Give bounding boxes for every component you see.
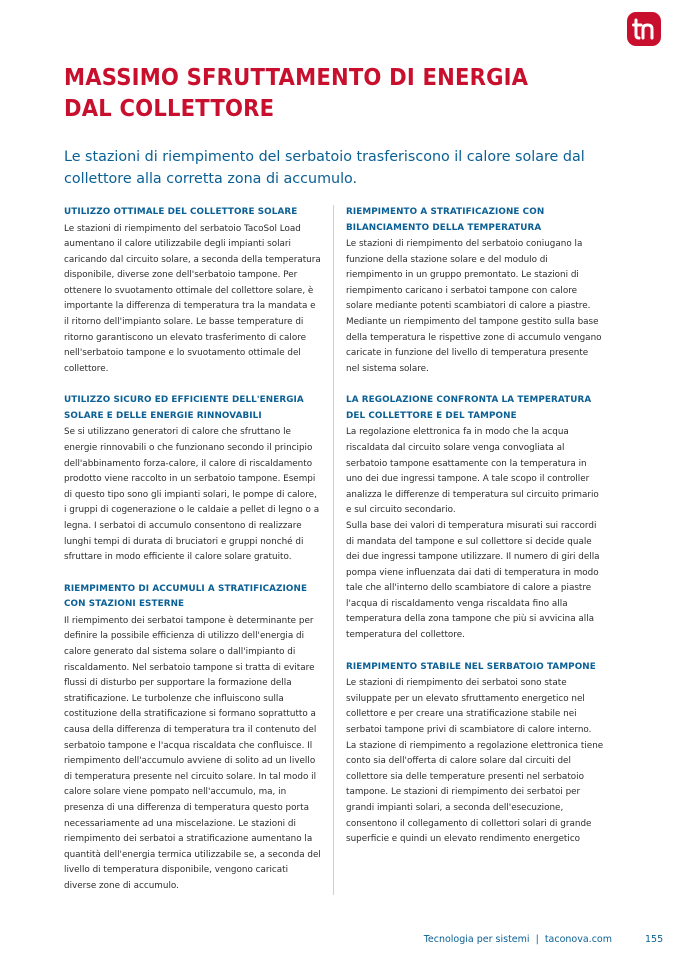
section-body: Le stazioni di riempimento del serbatoio coniugano la funzione della stazione solare e del modulo di riempimento in un gruppo premontato. Le stazioni di riempimento caricano i serbatoi tampone con calore solare mediante potenti scambiatori di calore a piastre. Mediante un riempimento del tampone gestito sulla base della temperatura le rispettive zone di accumulo vengano caricate in funzione del livello di temperatura presente nel sistema solare.	[346, 239, 602, 374]
section-regolazione	[346, 393, 604, 643]
section-heading: UTILIZZO SICURO ED EFFICIENTE DELL'ENERGIA SOLARE E DELLE ENERGIE RINNOVABILI	[64, 395, 304, 421]
column-divider	[333, 205, 334, 895]
section-heading: RIEMPIMENTO DI ACCUMULI A STRATIFICAZIONE CON STAZIONI ESTERNE	[64, 583, 308, 610]
page-footer	[0, 933, 678, 949]
page-subtitle: Le stazioni di riempimento del serbatoio trasferiscono il calore solare dal collettore alla corretta zona di accumulo.	[64, 149, 585, 187]
page-number: 155	[645, 934, 664, 945]
section-body: Se si utilizzano generatori di calore che sfruttano le energie rinnovabili o che funzionano secondo il principio dell'abbinamento forza-calore, il calore di riscaldamento prodotto viene raccolto in un serbatoio tampone. Esempi di questo tipo sono gli impianti solari, le pompe di calore, i gruppi di cogenerazione o le caldaie a pellet di legno o a legna. I serbatoi di accumulo consentono di realizzare lunghi tempi di durata di bruciatori e gruppi nonché di sfruttare in modo efficiente il calore solare gratuito.	[64, 427, 320, 563]
section-heading: UTILIZZO OTTIMALE DEL COLLETTORE SOLARE	[64, 207, 298, 217]
section-heading: RIEMPIMENTO A STRATIFICAZIONE CON BILANCIAMENTO DELLA TEMPERATURA	[346, 207, 545, 233]
page-title: MASSIMO SFRUTTAMENTO DI ENERGIA DAL COLLETTORE	[64, 63, 529, 122]
section-body: Le stazioni di riempimento del serbatoio TacoSol Load aumentano il calore utilizzabile degli impianti solari caricando dal circuito solare, a seconda della temperatura disponibile, diverse zone dell'serbatoio tampone. Per ottenere lo svuotamento ottimale del collettore solare, è importante la differenza di temperatura tra la mandata e il ritorno dell'impianto solare. Le basse temperature di ritorno garantiscono un elevato trasferimento di calore nell'serbatoio tampone e lo svuotamento ottimale del collettore.	[64, 223, 321, 374]
tn-logo-mark	[632, 18, 656, 40]
section-bilanciamento-temperatura	[346, 205, 604, 377]
section-stazioni-esterne	[64, 582, 322, 895]
section-body: Il riempimento dei serbatoi tampone è determinante per definire la possibile efficienza di utilizzo dell'energia di calore generato dal sistema solare o dall'impianto di riscaldamento. Nel serbatoio tampone si tratta di evitare flussi di disturbo per supportare la formazione della stratificazione. Le turbolenze che influiscono sulla costituzione della stratificazione si formano soprattutto a causa della differenza di temperatura tra il contenuto del serbatoio tampone e l'acqua riscaldata che confluisce. Il riempimento dell'accumulo avviene di solito ad un livello di temperatura presente nel circuito solare. In tal modo il calore solare viene pompato nell'accumulo, ma, in presenza di una differenza di temperatura questo porta necessariamente ad una miscelazione. Le stazioni di riempimento dei serbatoi a stratificazione aumentano la quantità dell'energia termica utilizzabile se, a seconda del livello di temperatura disponibile, vengono caricati diverse zone di accumulo.	[64, 615, 321, 891]
section-collettore-solare	[64, 205, 322, 377]
footer-link-text: Tecnologia per sistemi | taconova.com	[423, 934, 612, 945]
section-riempimento-stabile	[346, 660, 604, 848]
section-heading: LA REGOLAZIONE CONFRONTA LA TEMPERATURA DEL COLLETTORE E DEL TAMPONE	[346, 395, 592, 421]
section-energia-solare	[64, 393, 322, 565]
section-body: Le stazioni di riempimento dei serbatoi sono state sviluppate per un elevato sfruttamento energetico nel collettore e per creare una stratificazione stabile nei serbatoi tampone privi di scambiatore di calore interno. La stazione di riempimento a regolazione elettronica tiene conto sia dell'offerta di calore solare dal circuiti del collettore sia delle temperature presenti nel serbatoio tampone. Le stazioni di riempimento dei serbatoi per grandi impianti solari, a seconda dell'esecuzione, consentono il collegamento di collettori solari di grande superficie e quindi un elevato rendimento energetico	[346, 678, 604, 845]
section-body: La regolazione elettronica fa in modo che la acqua riscaldata dal circuito solare venga convogliata al serbatoio tampone esattamente con la temperatura in uno dei due ingressi tampone. A tale scopo il controller analizza le differenze di temperatura sul circuito primario e sul circuito secondario. Sulla base dei valori di temperatura misurati sui raccordi di mandata del tampone e sul collettore si decide quale dei due ingressi tampone utilizzare. Il numero di giri della pompa viene influenzata dai dati di temperatura in modo tale che all'interno dello scambiatore di calore a piastre l'acqua di riscaldamento venga riscaldata fino alla temperatura della zona tampone che più si avvicina alla temperatura del collettore.	[346, 427, 600, 641]
taconova-logo	[627, 12, 661, 46]
left-column	[64, 205, 322, 910]
section-heading: RIEMPIMENTO STABILE NEL SERBATOIO TAMPONE	[346, 661, 596, 672]
right-column	[346, 205, 604, 864]
